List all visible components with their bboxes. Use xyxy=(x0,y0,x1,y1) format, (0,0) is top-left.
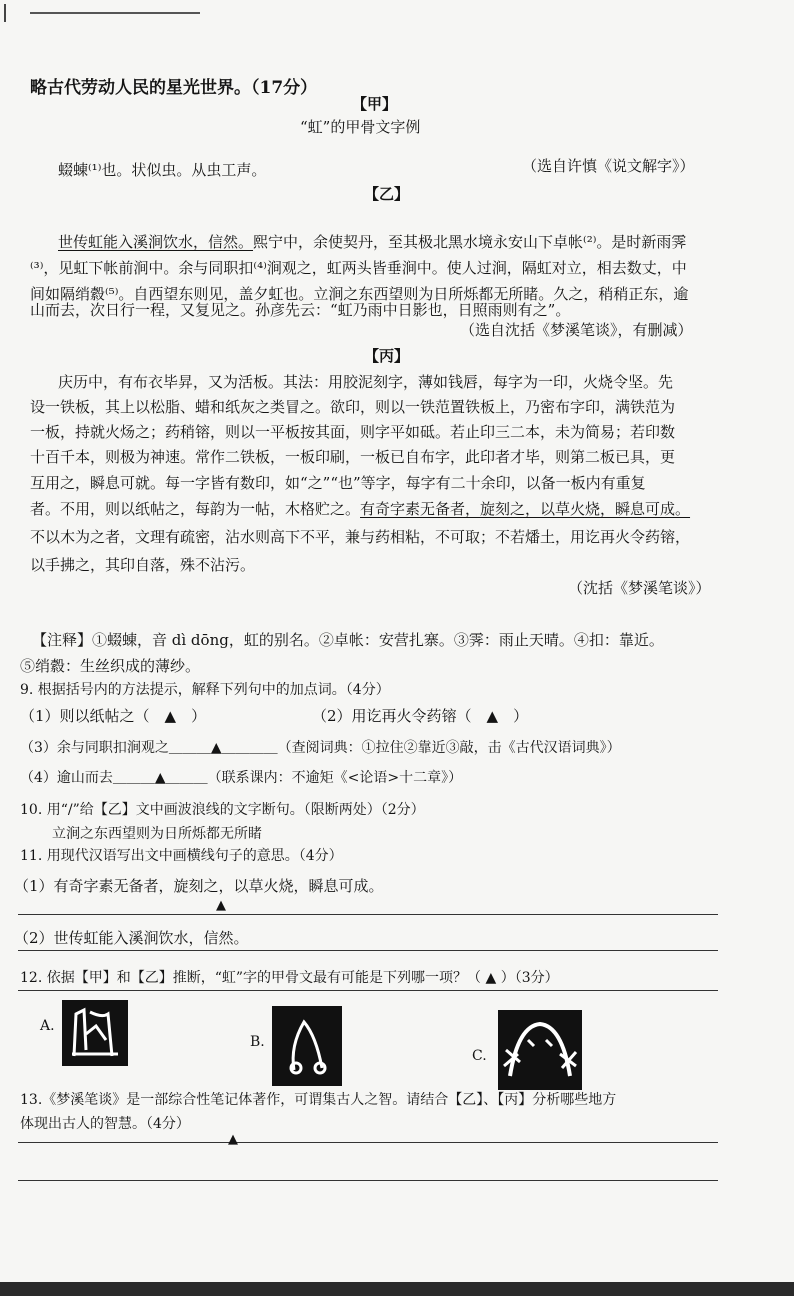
yi-line-2: ⁽³⁾，见虹下帐前涧中。余与同职扣⁽⁴⁾涧观之，虹两头皆垂涧中。使人过涧，隔虹对立，相去数丈，中 xyxy=(30,259,687,277)
bing-line-6: 者。不用，则以纸帖之，每韵为一帖，木格贮之。有奇字素无备者，旋刻之，以草火烧，瞬息可成。 xyxy=(30,500,691,518)
q12-stem: 12. 依据【甲】和【乙】推断，“虹”字的甲骨文最有可能是下列哪一项？（ ▲ ）（3分） xyxy=(20,970,559,986)
q12-top-line xyxy=(18,990,718,991)
q13-answer-line-1 xyxy=(18,1142,718,1143)
q11-item-1: （1）有奇字素无备者，旋刻之，以草火烧，瞬息可成。 xyxy=(14,877,384,895)
q10-stem: 10. 用“/”给【乙】文中画波浪线的文字断句。（限断两处）（2分） xyxy=(20,802,425,818)
oracle-glyph-a-icon xyxy=(62,1000,128,1066)
bing-source: （沈括《梦溪笔谈》） xyxy=(568,579,711,597)
oracle-glyph-b-icon xyxy=(272,1006,342,1086)
top-rule xyxy=(30,12,200,14)
q13-line-1: 13.《梦溪笔谈》是一部综合性笔记体著作，可谓集古人之智。请结合【乙】、【丙】分析哪些地方 xyxy=(20,1092,617,1108)
jia-subtitle: “虹”的甲骨文字例 xyxy=(300,118,421,136)
bing-label: 【丙】 xyxy=(364,347,410,365)
q12-option-b-label: B. xyxy=(250,1034,265,1050)
q11-answer-line-2 xyxy=(18,950,718,951)
bottom-edge-shadow xyxy=(0,1282,794,1296)
q9-item-1: （1）则以纸帖之（ ▲ ） xyxy=(20,707,207,725)
q12-option-c-image[interactable] xyxy=(498,1010,582,1090)
bing-line-7: 不以木为之者，文理有疏密，沾水则高下不平，兼与药相粘，不可取；不若燔土，用讫再火令药镕， xyxy=(30,528,691,546)
q11-stem: 11. 用现代汉语写出文中画横线句子的意思。（4分） xyxy=(20,848,343,864)
bing-line-3: 一板，持就火炀之；药稍镕，则以一平板按其面，则字平如砥。若止印三二本，未为简易；若印数 xyxy=(30,423,676,441)
notes-line-1: 【注释】①蝃蝀，音 dì dōng，虹的别名。②卓帐：安营扎寨。③霁：雨止天晴。④扣：靠近。 xyxy=(32,631,664,649)
yi-label: 【乙】 xyxy=(364,185,410,203)
section-title: 略古代劳动人民的星光世界。（17分） xyxy=(30,78,318,98)
q13-line-2: 体现出古人的智慧。（4分） xyxy=(20,1116,190,1132)
jia-label: 【甲】 xyxy=(352,95,398,113)
q9-stem: 9. 根据括号内的方法提示，解释下列句中的加点词。（4分） xyxy=(20,682,390,698)
yi-line-1: 世传虹能入溪涧饮水，信然。熙宁中，余使契丹，至其极北黑水境永安山下卓帐⁽²⁾。是时新雨霁 xyxy=(58,233,687,251)
bing-line-4: 十百千本，则极为神速。常作二铁板，一板印刷，一板已自布字，此印者才毕，则第二板已具，更 xyxy=(30,448,676,466)
yi-line-4: 山而去，次日行一程，又复见之。孙彦先云：“虹乃雨中日影也，日照雨则有之”。 xyxy=(30,301,571,319)
bing-line-5: 互用之，瞬息可就。每一字皆有数印，如“之”“也”等字，每字有二十余印，以备一板内有重复 xyxy=(30,474,646,492)
q13-answer-mark: ▲ xyxy=(228,1132,238,1147)
bing-line-1: 庆历中，有布衣毕昇，又为活板。其法：用胶泥刻字，薄如钱唇，每字为一印，火烧令坚。先 xyxy=(58,373,674,391)
top-tick xyxy=(4,4,6,22)
jia-source: （选自许慎《说文解字》） xyxy=(522,157,695,175)
q9-item-4: （4）逾山而去＿＿＿▲＿＿＿（联系课内：不逾矩《<论语>十二章》） xyxy=(20,770,463,786)
q9-item-3: （3）余与同职扣涧观之＿＿＿▲＿＿＿＿（查阅词典：①拉住②靠近③敲，击《古代汉语词典》） xyxy=(20,740,621,756)
q12-option-b-image[interactable] xyxy=(272,1006,342,1086)
bing-line-8: 以手拂之，其印自落，殊不沾污。 xyxy=(30,556,256,574)
yi-underlined-sentence: 世传虹能入溪涧饮水，信然。 xyxy=(58,233,254,251)
jia-text: 蝃蝀⁽¹⁾也。状似虫。从虫工声。 xyxy=(58,161,267,179)
q11-answer-mark-1: ▲ xyxy=(216,898,226,913)
q12-option-a-image[interactable] xyxy=(62,1000,128,1066)
bing-underlined-sentence: 有奇字素无备者，旋刻之，以草火烧，瞬息可成。 xyxy=(360,500,691,518)
q13-answer-line-2 xyxy=(18,1180,718,1181)
yi-line-3: 间如隔绡縠⁽⁵⁾。自西望东则见，盖夕虹也。立涧之东西望则为日所烁都无所睹。久之，稍稍正东，逾 xyxy=(30,285,689,303)
q9-item-2: （2）用讫再火令药镕（ ▲ ） xyxy=(312,707,529,725)
bing-line-2: 设一铁板，其上以松脂、蜡和纸灰之类冒之。欲印，则以一铁范置铁板上，乃密布字印，满铁范为 xyxy=(30,398,676,416)
q11-item-2: （2）世传虹能入溪涧饮水，信然。 xyxy=(14,929,249,947)
notes-line-2: ⑤绡縠：生丝织成的薄纱。 xyxy=(20,657,201,675)
q12-option-a-label: A. xyxy=(40,1018,55,1034)
oracle-glyph-c-icon xyxy=(498,1010,582,1090)
q12-option-c-label: C. xyxy=(472,1048,487,1064)
q10-text: 立涧之东西望则为日所烁都无所睹 xyxy=(52,826,262,842)
q11-answer-line-1 xyxy=(18,914,718,915)
yi-source: （选自沈括《梦溪笔谈》，有删减） xyxy=(460,321,693,339)
